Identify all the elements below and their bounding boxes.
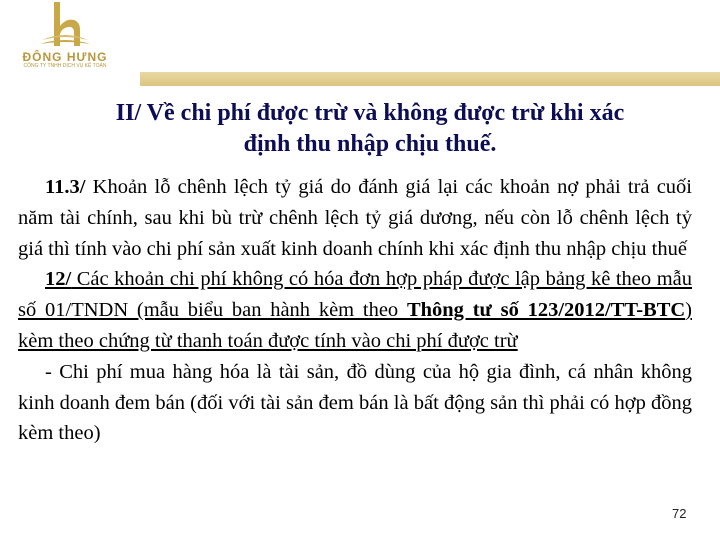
paragraph-household-goods: - Chi phí mua hàng hóa là tài sản, đồ dùng của hộ gia đình, cá nhân không kinh doanh đem bán (đối với tài sản đem bán là bất động sản thì phải có hợp đồng kèm theo) [18,360,692,445]
paragraph-text: Khoản lỗ chênh lệch tỷ giá do đánh giá lại các khoản nợ phải trả cuối năm tài chính, sau khi bù trừ chênh lệch tỷ giá dương, nếu còn lỗ chênh lệch tỷ giá thì tính vào chi phí sản xuất kinh doanh chính khi xác định thu nhập chịu thuế [18,176,692,260]
slide-body [18,172,692,449]
title-line-2: định thu nhập chịu thuế. [243,131,497,157]
gold-h-logo-icon [36,0,94,50]
page-number: 72 [672,506,687,521]
paragraph-label: 12/ [45,268,72,291]
paragraph-12 [18,264,692,356]
paragraph-label: 11.3/ [45,176,86,198]
title-line-1: II/ Về chi phí được trừ và không được trừ khi xác [115,100,625,126]
circular-reference: Thông tư số 123/2012/TT-BTC [406,299,686,322]
slide-title [60,98,680,160]
paragraph-text: Các khoản chi phí không có hóa đơn hợp pháp được lập bảng kê theo mẫu số 01/TNDN (mẫu biểu ban hành kèm theo [18,268,692,322]
paragraph-11-3 [18,172,692,264]
paragraph-text-continued: ) kèm theo chứng từ thanh toán được tính vào chi phí được trừ [18,299,692,352]
company-logo [0,0,130,80]
brand-name: ĐÔNG HƯNG [22,50,108,64]
brand-subtitle: CÔNG TY TNHH DỊCH VỤ KẾ TOÁN [23,63,107,69]
header-bar [140,72,720,86]
